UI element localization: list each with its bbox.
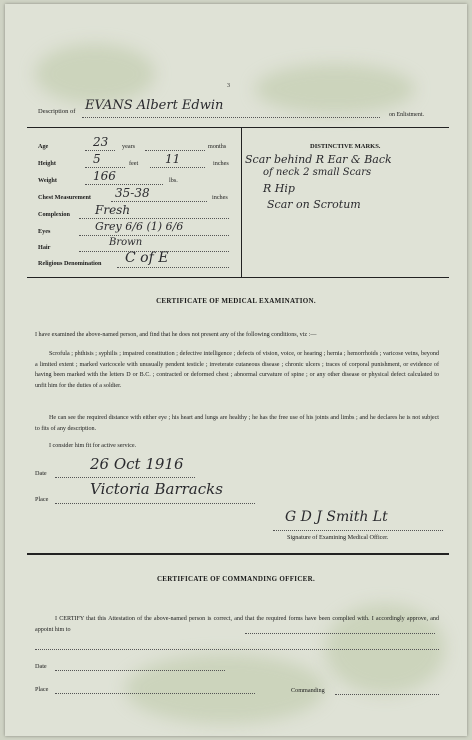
commanding-date-line xyxy=(55,670,225,671)
table-bottom-rule xyxy=(27,277,449,278)
inches-label: inches xyxy=(213,160,229,167)
height-feet: 5 xyxy=(93,152,101,166)
height-label: Height xyxy=(38,160,56,167)
distinctive-line-1: Scar behind R Ear & Back xyxy=(245,153,392,166)
page-number: 3 xyxy=(227,83,230,89)
commanding-certificate-title: CERTIFICATE OF COMMANDING OFFICER. xyxy=(156,575,316,583)
age-value: 23 xyxy=(93,135,109,149)
religion-value: C of E xyxy=(125,250,169,266)
complexion-label: Complexion xyxy=(38,211,70,218)
weight-label: Weight xyxy=(38,177,57,184)
medical-place-value: Victoria Barracks xyxy=(90,480,223,498)
years-label: years xyxy=(122,143,136,150)
feet-label: feet xyxy=(129,160,139,167)
religion-label: Religious Denomination xyxy=(38,260,102,267)
name-line xyxy=(82,117,380,118)
medical-signature-caption: Signature of Examining Medical Officer. xyxy=(287,534,389,541)
medical-date-label: Date xyxy=(35,470,47,477)
attestation-page xyxy=(5,4,467,736)
age-line xyxy=(85,150,115,151)
medical-para-2: Scrofula ; phthisis ; syphilis ; impaired constitution ; defective intelligence ; defects of vision, voice, or hearing ; hernia ; hemorrhoids ; varicose veins, beyond a limited extent ; marked varicocele with unusually pendent testicle ; inveterate cutaneous disease ; chronic ulcers ; traces of corporal punishment, or evidence of having been marked with the letters D or B.C. ; contracted or deformed chest ; abnormal curvature of spine ; or any other disease or physical defect calculated to unfit him for the duties of a soldier. xyxy=(35,351,439,389)
months-label: months xyxy=(208,143,227,150)
distinctive-line-4: Scar on Scrotum xyxy=(267,198,361,211)
months-line xyxy=(145,150,205,151)
description-label: Description of xyxy=(38,108,76,115)
paper-stain xyxy=(35,44,155,104)
paper-stain xyxy=(255,64,415,114)
commanding-date-label: Date xyxy=(35,663,47,670)
appoint-line xyxy=(245,633,435,634)
age-label: Age xyxy=(38,143,49,150)
eyes-label: Eyes xyxy=(38,228,51,235)
commanding-line xyxy=(335,694,439,695)
complexion-line xyxy=(79,218,229,219)
medical-certificate-title: CERTIFICATE OF MEDICAL EXAMINATION. xyxy=(156,297,316,305)
commanding-place-label: Place xyxy=(35,686,49,693)
complexion-value: Fresh xyxy=(95,203,131,217)
medical-date-line xyxy=(55,477,195,478)
medical-para-3: He can see the required distance with either eye ; his heart and lungs are healthy ; he has the free use of his joints and limbs ; and he declares he is not subject to fits of any description. xyxy=(35,415,439,432)
chest-inches-label: inches xyxy=(212,194,228,201)
chest-value: 35-38 xyxy=(115,186,150,200)
chest-label: Chest Measurement xyxy=(38,194,91,201)
section-divider xyxy=(27,553,449,555)
medical-place-label: Place xyxy=(35,496,49,503)
commanding-place-line xyxy=(55,693,255,694)
table-divider xyxy=(241,127,242,277)
weight-value: 166 xyxy=(93,169,116,183)
table-top-rule xyxy=(27,127,449,128)
commanding-label: Commanding xyxy=(291,687,325,694)
commanding-para: I CERTIFY that this Attestation of the above-named person is correct, and that the required forms have been complied with. I accordingly approve, and appoint him to xyxy=(35,616,439,633)
eyes-value: Grey 6/6 (1) 6/6 xyxy=(95,220,184,233)
inches-line xyxy=(150,167,205,168)
distinctive-line-2: of neck 2 small Scars xyxy=(263,167,372,178)
distinctive-line-3: R Hip xyxy=(263,182,295,195)
soldier-name: EVANS Albert Edwin xyxy=(85,98,224,113)
height-inches: 11 xyxy=(165,152,181,166)
feet-line xyxy=(85,167,125,168)
eyes-line xyxy=(79,235,229,236)
weight-line xyxy=(85,184,163,185)
hair-label: Hair xyxy=(38,244,51,251)
hair-value: Brown xyxy=(109,237,143,248)
medical-date-value: 26 Oct 1916 xyxy=(90,455,184,473)
distinctive-marks-label: DISTINCTIVE MARKS. xyxy=(310,143,381,150)
medical-officer-signature: G D J Smith Lt xyxy=(285,509,388,525)
appoint-line-2 xyxy=(35,649,439,650)
medical-para-1: I have examined the above-named person, and find that he does not present any of the following conditions, viz :— xyxy=(35,332,317,338)
medical-signature-line xyxy=(273,530,443,531)
on-enlistment-label: on Enlistment. xyxy=(389,112,424,118)
lbs-label: lbs. xyxy=(169,177,178,184)
medical-place-line xyxy=(55,503,255,504)
chest-line xyxy=(111,201,207,202)
religion-line xyxy=(117,267,229,268)
medical-para-4: I consider him fit for active service. xyxy=(49,443,137,449)
